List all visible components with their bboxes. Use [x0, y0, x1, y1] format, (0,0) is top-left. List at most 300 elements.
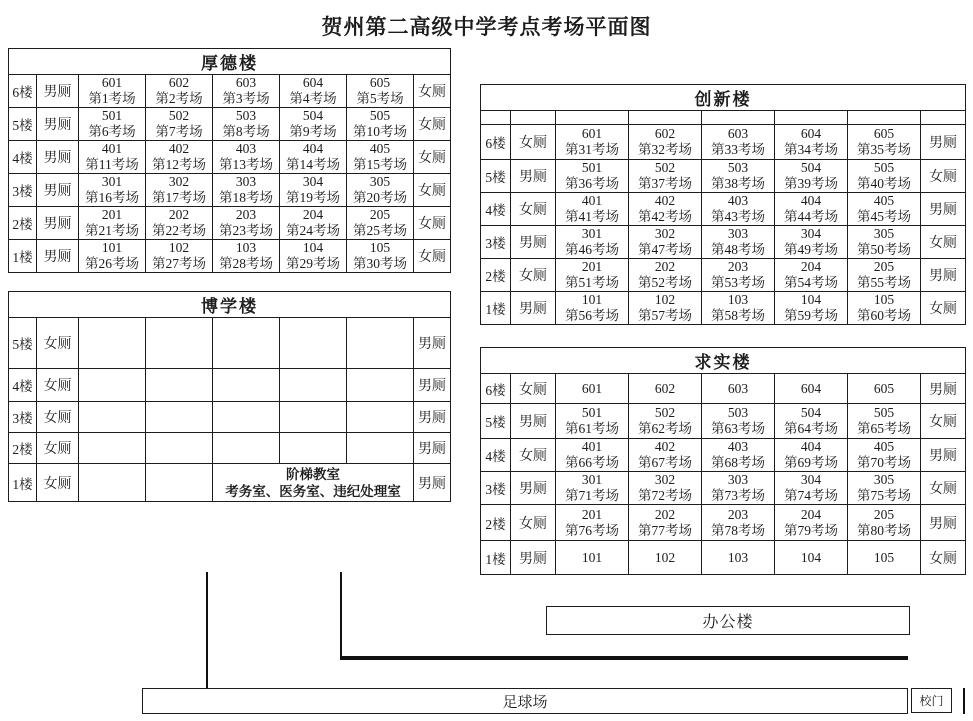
- toilet-left: 女厕: [511, 259, 556, 292]
- toilet-left: 男厕: [511, 160, 556, 193]
- room-number: 404: [800, 439, 822, 454]
- room-cell: [280, 75, 347, 108]
- exam-room-label: 第36考场: [565, 176, 619, 191]
- room-cell: [629, 292, 702, 325]
- exam-room-label: 第10考场: [353, 124, 407, 139]
- exam-room-label: 第78考场: [711, 522, 765, 538]
- room-number: 101: [581, 292, 603, 307]
- exam-room-label: 第21考场: [85, 223, 139, 238]
- spacer-cell: [921, 111, 966, 125]
- building-name: 求实楼: [481, 348, 966, 374]
- room-cell: [702, 292, 775, 325]
- exam-room-label: 第37考场: [638, 176, 692, 191]
- exam-room-label: 第63考场: [711, 421, 765, 436]
- office-building-label: 办公楼: [702, 614, 754, 631]
- exam-room-label: 第27考场: [152, 256, 206, 271]
- room-cell: [556, 472, 629, 505]
- room-cell: [146, 174, 213, 207]
- office-building-box: [546, 606, 910, 635]
- toilet-left: 女厕: [511, 125, 556, 160]
- exam-room-label: 第28考场: [219, 256, 273, 271]
- floor-label: 6楼: [481, 125, 511, 160]
- exam-room-label: 第38考场: [711, 176, 765, 191]
- exam-room-label: 第79考场: [784, 522, 838, 538]
- room-number: 101: [581, 549, 603, 565]
- room-number: 404: [800, 193, 822, 208]
- room-number: 403: [727, 439, 749, 454]
- room-number: 603: [727, 380, 749, 396]
- toilet-left: 女厕: [37, 318, 79, 369]
- exam-room-label: 第12考场: [152, 157, 206, 172]
- room-number: 604: [302, 75, 324, 90]
- spacer-cell: [481, 111, 511, 125]
- exam-room-label: 第14考场: [286, 157, 340, 172]
- room-number: 302: [654, 226, 676, 241]
- room-number: 204: [800, 259, 822, 274]
- room-number: 602: [654, 126, 676, 141]
- empty-room-cell: [79, 402, 146, 433]
- exam-room-label: 第17考场: [152, 190, 206, 205]
- exam-room-label: 第33考场: [711, 142, 765, 157]
- room-cell: [629, 472, 702, 505]
- room-number: 203: [235, 207, 257, 222]
- room-number: 503: [727, 160, 749, 175]
- exam-room-label: 第59考场: [784, 308, 838, 323]
- room-cell: [213, 108, 280, 141]
- room-number: 505: [369, 108, 391, 123]
- room-cell: [775, 404, 848, 439]
- exam-room-label: 第5考场: [356, 91, 404, 106]
- toilet-right: 女厕: [921, 404, 966, 439]
- toilet-right: 男厕: [414, 402, 451, 433]
- room-number: 505: [873, 160, 895, 175]
- room-cell: [347, 207, 414, 240]
- room-number: 105: [873, 292, 895, 307]
- building-table-houde: [8, 48, 451, 273]
- room-cell: [775, 505, 848, 541]
- room-number: 503: [235, 108, 257, 123]
- exam-room-label: 第76考场: [565, 522, 619, 538]
- exam-room-label: 第22考场: [152, 223, 206, 238]
- exam-room-label: 第52考场: [638, 275, 692, 290]
- spacer-cell: [775, 111, 848, 125]
- room-number: 604: [800, 126, 822, 141]
- exam-room-label: 第45考场: [857, 209, 911, 224]
- room-number: 504: [800, 405, 822, 420]
- empty-room-cell: [79, 369, 146, 402]
- empty-room-cell: [280, 318, 347, 369]
- exam-room-label: 第4考场: [289, 91, 337, 106]
- exam-room-label: 第19考场: [286, 190, 340, 205]
- floor-label: 5楼: [9, 318, 37, 369]
- floor-label: 3楼: [9, 402, 37, 433]
- room-cell: [146, 240, 213, 273]
- room-cell: [629, 193, 702, 226]
- room-cell: [213, 174, 280, 207]
- toilet-right: 女厕: [921, 292, 966, 325]
- football-field-box: [142, 688, 908, 714]
- toilet-right: 女厕: [414, 108, 451, 141]
- floor-label: 5楼: [481, 404, 511, 439]
- room-cell: [702, 374, 775, 404]
- room-cell: [556, 125, 629, 160]
- room-cell: [629, 259, 702, 292]
- room-cell: [848, 374, 921, 404]
- exam-room-label: 第56考场: [565, 308, 619, 323]
- room-number: 205: [873, 259, 895, 274]
- floor-label: 3楼: [481, 226, 511, 259]
- room-cell: [556, 292, 629, 325]
- room-cell: [775, 292, 848, 325]
- room-cell: [775, 541, 848, 575]
- floor-label: 2楼: [9, 207, 37, 240]
- toilet-right: 女厕: [414, 174, 451, 207]
- room-cell: [213, 240, 280, 273]
- exam-room-label: 第41考场: [565, 209, 619, 224]
- empty-room-cell: [280, 402, 347, 433]
- floor-label: 6楼: [481, 374, 511, 404]
- toilet-right: 男厕: [921, 439, 966, 472]
- floor-label: 1楼: [481, 292, 511, 325]
- exam-room-label: 第58考场: [711, 308, 765, 323]
- exam-room-label: 第13考场: [219, 157, 273, 172]
- room-number: 402: [654, 193, 676, 208]
- floor-label: 2楼: [481, 259, 511, 292]
- room-number: 402: [654, 439, 676, 454]
- exam-room-label: 第54考场: [784, 275, 838, 290]
- exam-room-label: 第29考场: [286, 256, 340, 271]
- floor-label: 4楼: [9, 141, 37, 174]
- exam-room-label: 第47考场: [638, 242, 692, 257]
- exam-room-label: 第16考场: [85, 190, 139, 205]
- exam-room-label: 第20考场: [353, 190, 407, 205]
- toilet-left: 男厕: [511, 472, 556, 505]
- toilet-right: 女厕: [921, 226, 966, 259]
- toilet-right: 男厕: [921, 259, 966, 292]
- room-cell: [775, 226, 848, 259]
- room-number: 303: [727, 472, 749, 487]
- empty-room-cell: [146, 318, 213, 369]
- room-number: 403: [727, 193, 749, 208]
- room-number: 201: [581, 506, 603, 522]
- room-number: 103: [727, 292, 749, 307]
- floor-label: 3楼: [481, 472, 511, 505]
- exam-room-label: 第42考场: [638, 209, 692, 224]
- toilet-right: 男厕: [414, 369, 451, 402]
- exam-room-label: 第48考场: [711, 242, 765, 257]
- exam-room-label: 第1考场: [88, 91, 136, 106]
- room-number: 602: [168, 75, 190, 90]
- room-cell: [629, 541, 702, 575]
- room-cell: [702, 193, 775, 226]
- room-cell: [702, 160, 775, 193]
- room-cell: [775, 374, 848, 404]
- toilet-left: 男厕: [37, 75, 79, 108]
- exam-room-label: 第71考场: [565, 488, 619, 503]
- room-number: 204: [302, 207, 324, 222]
- room-cell: [848, 541, 921, 575]
- empty-room-cell: [347, 369, 414, 402]
- exam-room-label: 第25考场: [353, 223, 407, 238]
- room-number: 302: [654, 472, 676, 487]
- exam-room-label: 第11考场: [85, 157, 139, 172]
- room-cell: [848, 160, 921, 193]
- exam-room-label: 第23考场: [219, 223, 273, 238]
- room-cell: [629, 226, 702, 259]
- room-cell: [79, 75, 146, 108]
- empty-room-cell: [146, 433, 213, 464]
- room-number: 303: [727, 226, 749, 241]
- empty-room-cell: [280, 433, 347, 464]
- school-gate-label: 校门: [919, 694, 944, 708]
- empty-room-cell: [146, 402, 213, 433]
- room-number: 603: [235, 75, 257, 90]
- toilet-left: 女厕: [511, 505, 556, 541]
- room-cell: [556, 541, 629, 575]
- floor-label: 2楼: [9, 433, 37, 464]
- room-number: 102: [654, 549, 676, 565]
- room-cell: [146, 75, 213, 108]
- room-cell: [146, 141, 213, 174]
- room-cell: [556, 404, 629, 439]
- empty-room-cell: [213, 402, 280, 433]
- room-cell: [213, 141, 280, 174]
- exam-room-label: 第73考场: [711, 488, 765, 503]
- toilet-left: 女厕: [511, 374, 556, 404]
- room-cell: [146, 207, 213, 240]
- floor-label: 1楼: [481, 541, 511, 575]
- exam-room-label: 第62考场: [638, 421, 692, 436]
- exam-room-label: 第15考场: [353, 157, 407, 172]
- room-number: 401: [581, 193, 603, 208]
- room-cell: [347, 174, 414, 207]
- toilet-left: 男厕: [511, 292, 556, 325]
- room-number: 405: [873, 439, 895, 454]
- room-number: 202: [654, 259, 676, 274]
- path-line-left: [206, 572, 208, 689]
- exam-room-label: 第26考场: [85, 256, 139, 271]
- room-cell: [629, 439, 702, 472]
- room-number: 602: [654, 380, 676, 396]
- exam-room-label: 第3考场: [222, 91, 270, 106]
- room-cell: [347, 240, 414, 273]
- building-table-qiushi: [480, 347, 966, 575]
- exam-room-label: 第80考场: [857, 522, 911, 538]
- room-number: 104: [302, 240, 324, 255]
- room-cell: [629, 160, 702, 193]
- room-number: 401: [101, 141, 123, 156]
- room-cell: [556, 160, 629, 193]
- toilet-left: 男厕: [37, 108, 79, 141]
- room-cell: [556, 193, 629, 226]
- room-cell: [556, 374, 629, 404]
- room-cell: [848, 439, 921, 472]
- toilet-left: 女厕: [37, 464, 79, 502]
- room-cell: [79, 207, 146, 240]
- toilet-right: 女厕: [921, 472, 966, 505]
- room-cell: [79, 240, 146, 273]
- room-cell: [213, 207, 280, 240]
- exam-room-label: 第51考场: [565, 275, 619, 290]
- toilet-left: 女厕: [37, 433, 79, 464]
- toilet-left: 男厕: [511, 226, 556, 259]
- room-cell: [556, 226, 629, 259]
- exam-room-label: 第39考场: [784, 176, 838, 191]
- room-number: 501: [581, 405, 603, 420]
- room-number: 604: [800, 380, 822, 396]
- exam-room-label: 第61考场: [565, 421, 619, 436]
- toilet-right: 男厕: [921, 125, 966, 160]
- room-number: 601: [581, 126, 603, 141]
- toilet-left: 女厕: [37, 402, 79, 433]
- room-number: 405: [873, 193, 895, 208]
- room-number: 104: [800, 549, 822, 565]
- exam-room-label: 第8考场: [222, 124, 270, 139]
- special-room-line: 阶梯教室: [286, 466, 340, 482]
- exam-room-label: 第7考场: [155, 124, 203, 139]
- room-number: 301: [101, 174, 123, 189]
- empty-room-cell: [347, 433, 414, 464]
- toilet-left: 女厕: [511, 193, 556, 226]
- exam-room-label: 第30考场: [353, 256, 407, 271]
- room-number: 105: [369, 240, 391, 255]
- room-cell: [629, 125, 702, 160]
- toilet-right: 女厕: [414, 207, 451, 240]
- room-cell: [848, 292, 921, 325]
- empty-room-cell: [146, 369, 213, 402]
- room-number: 502: [168, 108, 190, 123]
- room-number: 303: [235, 174, 257, 189]
- empty-room-cell: [280, 369, 347, 402]
- toilet-left: 男厕: [511, 541, 556, 575]
- room-number: 605: [873, 380, 895, 396]
- room-cell: [702, 259, 775, 292]
- room-number: 601: [581, 380, 603, 396]
- room-number: 504: [302, 108, 324, 123]
- room-number: 304: [800, 472, 822, 487]
- gate-right-wall-line: [963, 688, 965, 714]
- room-cell: [702, 404, 775, 439]
- room-number: 301: [581, 226, 603, 241]
- exam-room-label: 第60考场: [857, 308, 911, 323]
- room-number: 305: [873, 472, 895, 487]
- room-cell: [702, 226, 775, 259]
- exam-room-label: 第64考场: [784, 421, 838, 436]
- room-number: 305: [873, 226, 895, 241]
- exam-room-label: 第43考场: [711, 209, 765, 224]
- toilet-right: 女厕: [414, 240, 451, 273]
- toilet-left: 男厕: [511, 404, 556, 439]
- room-cell: [848, 193, 921, 226]
- floor-label: 1楼: [9, 464, 37, 502]
- room-cell: [79, 141, 146, 174]
- room-number: 601: [101, 75, 123, 90]
- exam-room-label: 第34考场: [784, 142, 838, 157]
- room-number: 605: [873, 126, 895, 141]
- room-number: 603: [727, 126, 749, 141]
- room-number: 305: [369, 174, 391, 189]
- room-cell: [629, 404, 702, 439]
- toilet-right: 女厕: [921, 541, 966, 575]
- exam-room-label: 第50考场: [857, 242, 911, 257]
- room-number: 501: [581, 160, 603, 175]
- room-cell: [556, 259, 629, 292]
- toilet-left: 女厕: [37, 369, 79, 402]
- room-cell: [848, 505, 921, 541]
- path-line-middle: [340, 572, 342, 659]
- room-number: 304: [800, 226, 822, 241]
- empty-room-cell: [146, 464, 213, 502]
- room-cell: [848, 259, 921, 292]
- room-cell: [702, 505, 775, 541]
- empty-room-cell: [79, 464, 146, 502]
- room-cell: [702, 472, 775, 505]
- room-number: 103: [235, 240, 257, 255]
- exam-room-label: 第72考场: [638, 488, 692, 503]
- spacer-cell: [556, 111, 629, 125]
- floor-label: 4楼: [481, 439, 511, 472]
- toilet-left: 男厕: [37, 207, 79, 240]
- room-number: 205: [873, 506, 895, 522]
- exam-room-label: 第49考场: [784, 242, 838, 257]
- toilet-right: 男厕: [414, 318, 451, 369]
- room-cell: [213, 75, 280, 108]
- room-number: 401: [581, 439, 603, 454]
- room-cell: [629, 374, 702, 404]
- room-cell: [848, 472, 921, 505]
- room-number: 203: [727, 506, 749, 522]
- room-number: 201: [581, 259, 603, 274]
- room-cell: [848, 404, 921, 439]
- exam-room-label: 第32考场: [638, 142, 692, 157]
- toilet-right: 女厕: [414, 141, 451, 174]
- exam-room-label: 第46考场: [565, 242, 619, 257]
- toilet-right: 男厕: [414, 433, 451, 464]
- room-cell: [556, 439, 629, 472]
- empty-room-cell: [347, 402, 414, 433]
- exam-room-label: 第74考场: [784, 488, 838, 503]
- building-name: 厚德楼: [9, 49, 451, 75]
- room-number: 201: [101, 207, 123, 222]
- empty-room-cell: [213, 433, 280, 464]
- room-cell: [280, 141, 347, 174]
- empty-room-cell: [79, 433, 146, 464]
- room-number: 404: [302, 141, 324, 156]
- room-number: 203: [727, 259, 749, 274]
- room-number: 405: [369, 141, 391, 156]
- spacer-cell: [702, 111, 775, 125]
- room-number: 503: [727, 405, 749, 420]
- exam-room-label: 第9考场: [289, 124, 337, 139]
- empty-room-cell: [79, 318, 146, 369]
- floor-label: 1楼: [9, 240, 37, 273]
- room-number: 103: [727, 549, 749, 565]
- spacer-cell: [629, 111, 702, 125]
- building-table-boxue: [8, 291, 451, 502]
- exam-room-label: 第65考场: [857, 421, 911, 436]
- floor-label: 4楼: [9, 369, 37, 402]
- floor-label: 4楼: [481, 193, 511, 226]
- toilet-left: 男厕: [37, 174, 79, 207]
- room-number: 202: [168, 207, 190, 222]
- exam-room-label: 第44考场: [784, 209, 838, 224]
- toilet-right: 男厕: [921, 374, 966, 404]
- room-cell: [347, 75, 414, 108]
- room-number: 204: [800, 506, 822, 522]
- room-cell: [629, 505, 702, 541]
- exam-room-label: 第68考场: [711, 455, 765, 470]
- path-line-horizontal: [340, 656, 908, 660]
